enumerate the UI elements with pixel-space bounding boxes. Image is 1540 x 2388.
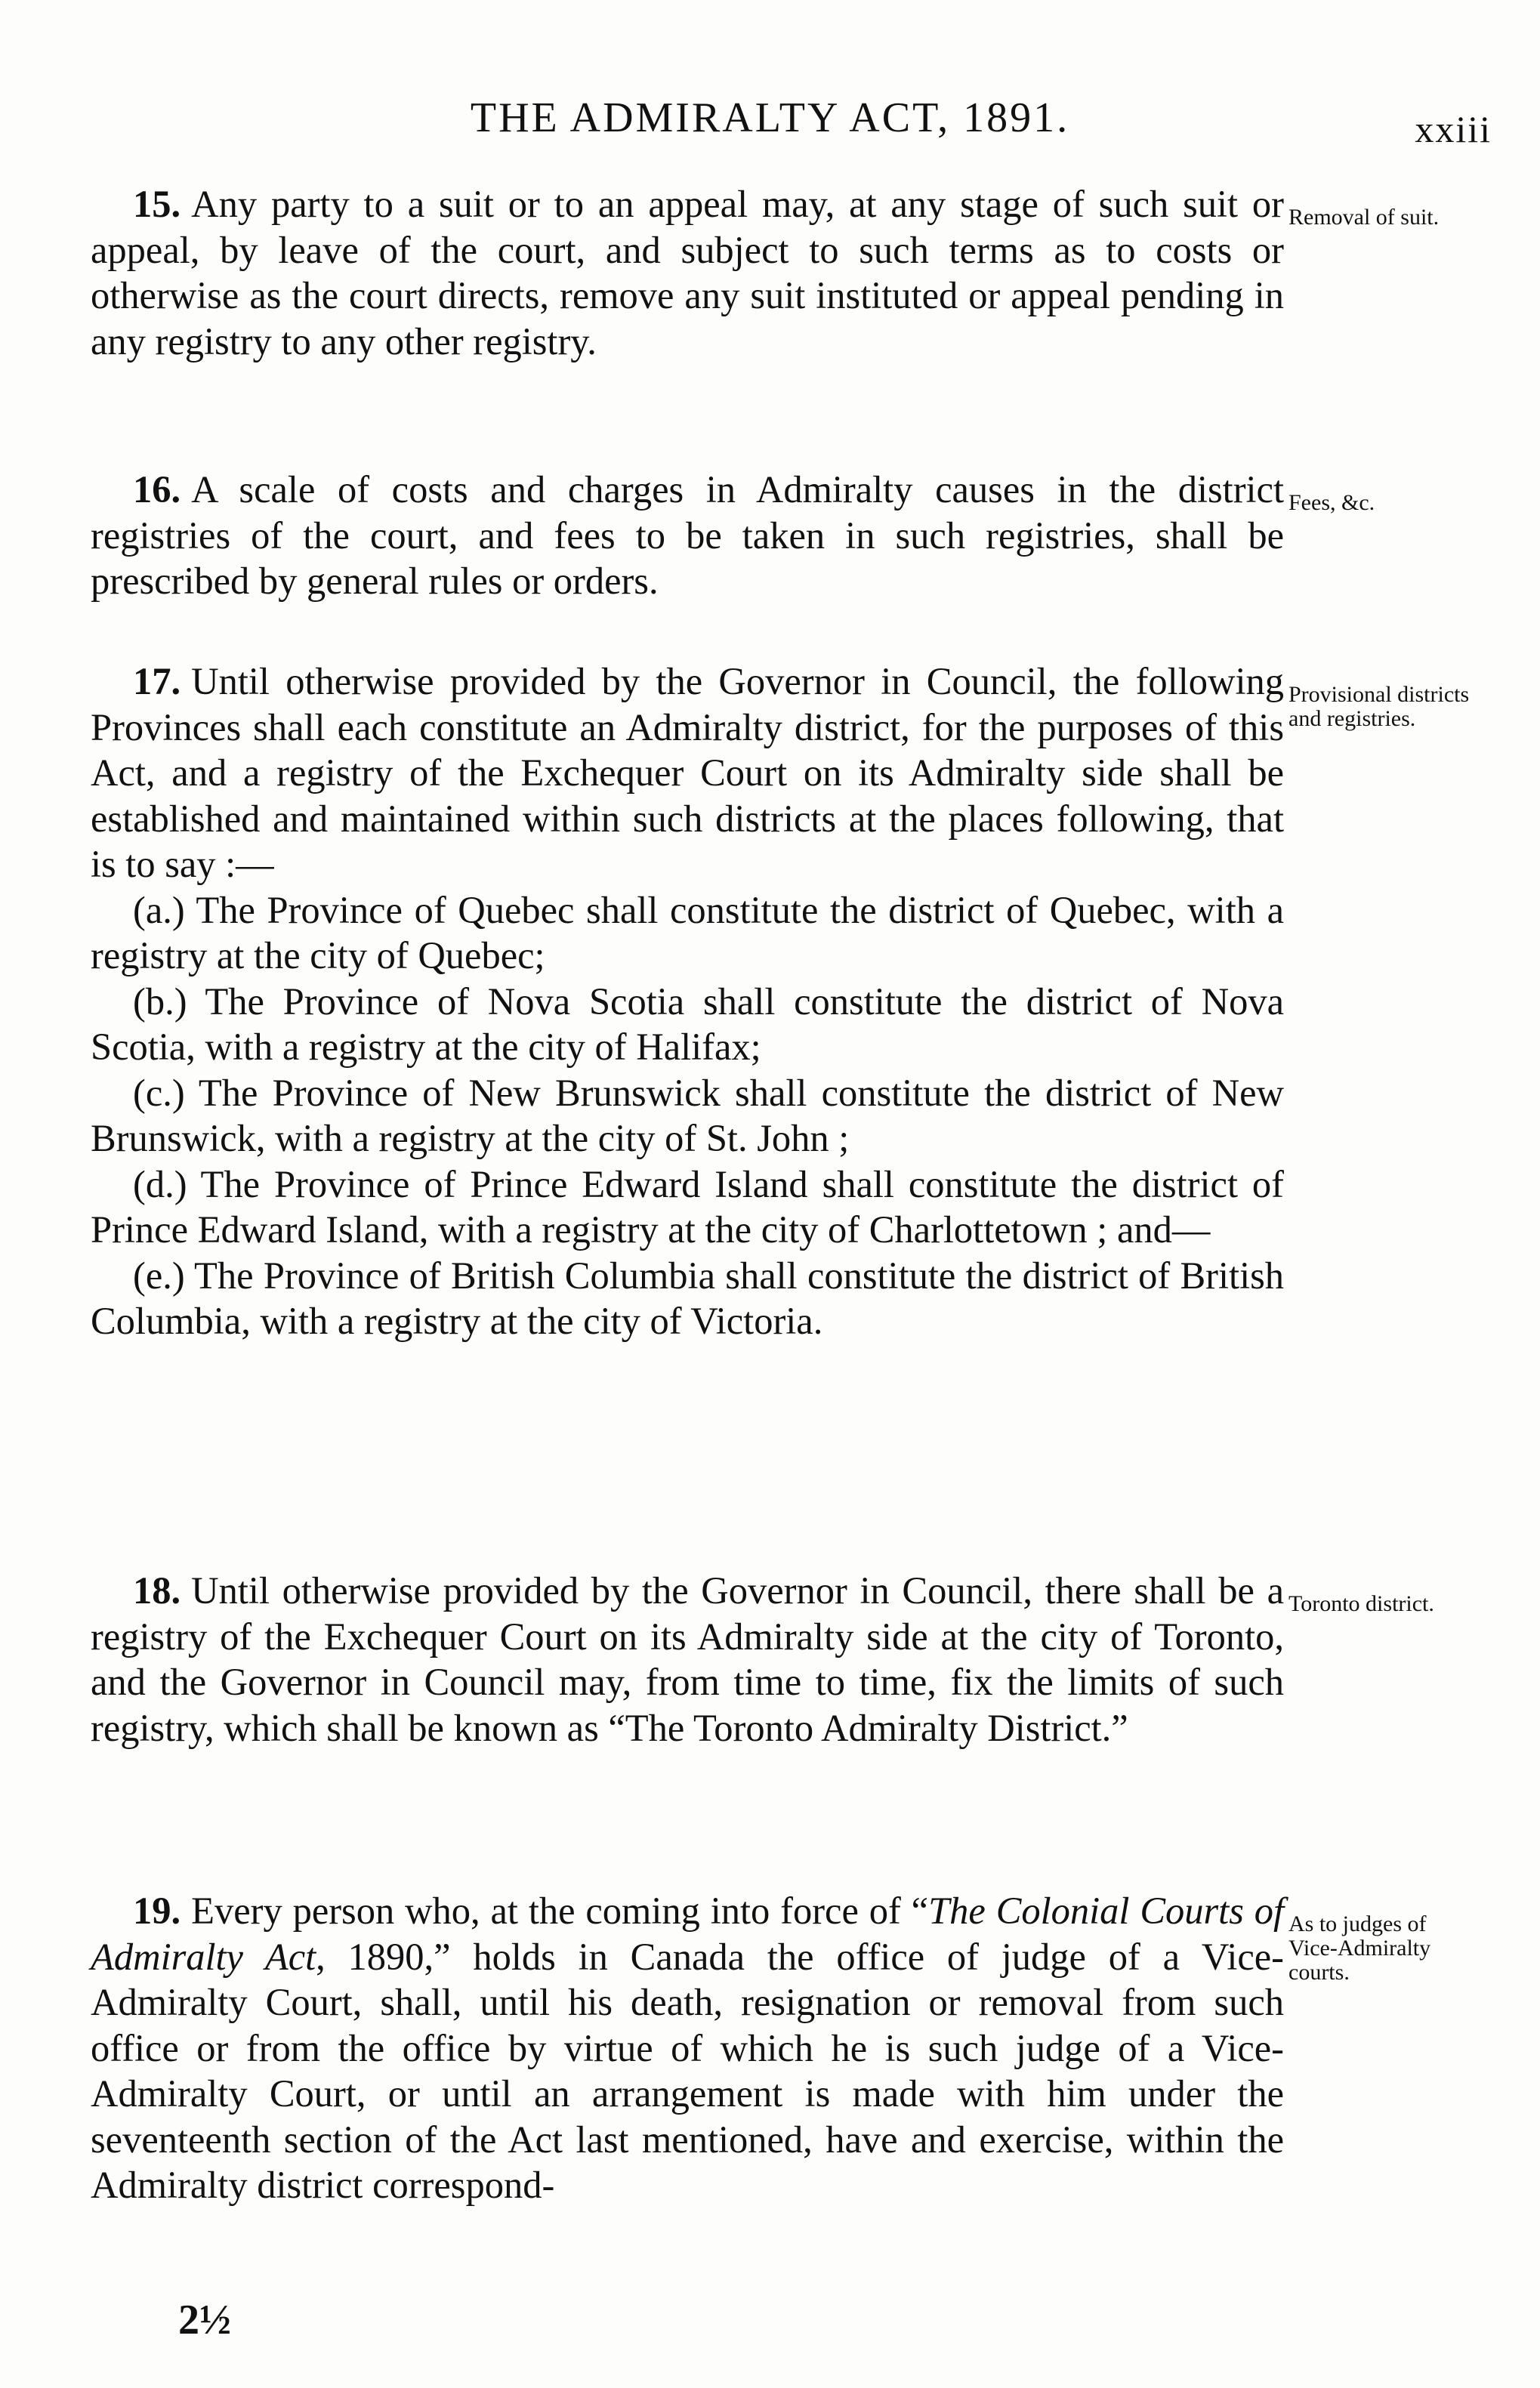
list-item: (c.) The Province of New Brunswick shall constitute the district of New Brunswick, with a registry at the city of St. John ; <box>91 1071 1284 1159</box>
margin-note-toronto-district: Toronto district. <box>1288 1591 1434 1616</box>
running-title: THE ADMIRALTY ACT, 1891. <box>470 94 1070 141</box>
act-title: The Colonial Courts of Admiralty Act <box>91 1890 1284 1978</box>
section-number: 17. <box>133 660 181 702</box>
section-17 <box>91 659 1284 1344</box>
section-number: 16. <box>133 468 181 511</box>
folio-signature: 2½ <box>178 2297 231 2343</box>
section-text: Until otherwise provided by the Governor in Council, there shall be a registry of the Exchequer Court on its Admiralty side at the city of Toronto, and the Governor in Council may, from time to time, fix the limits of such registry, which shall be known as “The Toronto Admiralty District.” <box>91 1569 1284 1749</box>
list-item: (d.) The Province of Prince Edward Island shall constitute the district of Prince Edward Island, with a registry at the city of Charlottetown ; and— <box>91 1162 1284 1251</box>
section-16 <box>91 467 1284 604</box>
margin-note-removal-of-suit: Removal of suit. <box>1288 205 1440 230</box>
list-item: (b.) The Province of Nova Scotia shall constitute the district of Nova Scotia, with a registry at the city of Halifax; <box>91 980 1284 1068</box>
section-text: Any party to a suit or to an appeal may, at any stage of such suit or appeal, by leave of the court, and subject to such terms as to costs or otherwise as the court directs, remove any suit instituted or appeal pending in any registry to any other registry. <box>91 183 1284 363</box>
section-text-after: , 1890,” holds in Canada the office of judge of a Vice-Admiralty Court, shall, until his death, resignation or removal from such office or from the office by virtue of which he is such judge of a Vice-Admiralty Court, or until an arrangement is made with him under the seventeenth section of the Act last mentioned, have and exercise, within the Admiralty district correspond- <box>91 1935 1284 2206</box>
margin-note-vice-admiralty-judges: As to judges of Vice-Admiralty courts. <box>1288 1911 1431 1985</box>
list-item: (e.) The Province of British Columbia shall constitute the district of British Columbia, with a registry at the city of Victoria. <box>91 1254 1284 1342</box>
section-18 <box>91 1568 1284 1751</box>
section-text: Until otherwise provided by the Governor in Council, the following Provinces shall each constitute an Admiralty district, for the purposes of this Act, and a registry of the Exchequer Court on its Admiralty side shall be established and maintained within such districts at the places following, that is to say :— <box>91 660 1284 885</box>
section-text-before: Every person who, at the coming into force of “ <box>191 1890 929 1932</box>
section-number: 19. <box>133 1890 181 1932</box>
margin-note-provisional-districts: Provisional districts and registries. <box>1288 682 1470 731</box>
section-text: A scale of costs and charges in Admiralty causes in the district registries of the court, and fees to be taken in such registries, shall be prescribed by general rules or orders. <box>91 468 1284 602</box>
margin-note-fees: Fees, &c. <box>1288 490 1375 515</box>
section-19 <box>91 1888 1284 2208</box>
section-number: 15. <box>133 183 181 225</box>
page-number: xxiii <box>1415 108 1492 150</box>
list-item: (a.) The Province of Quebec shall constitute the district of Quebec, with a registry at the city of Quebec; <box>91 888 1284 976</box>
section-15 <box>91 181 1284 364</box>
section-number: 18. <box>133 1569 181 1612</box>
